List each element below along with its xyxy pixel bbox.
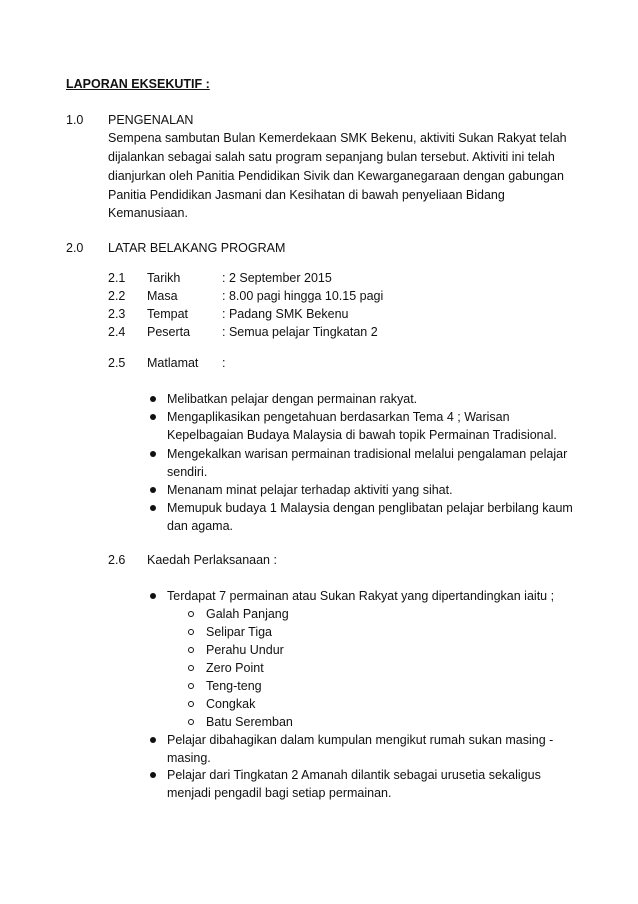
circle-bullet-icon bbox=[188, 701, 194, 707]
goal-item: Memupuk budaya 1 Malaysia dengan penglibatan pelajar berbilang kaum bbox=[167, 501, 573, 515]
paragraph-line: dianjurkan oleh Panitia Pendidikan Sivik dan Kewarganegaraan dengan gabungan bbox=[108, 169, 564, 183]
paragraph-line: dijalankan sebagai salah satu program sepanjang bulan tersebut. Aktiviti ini telah bbox=[108, 150, 555, 164]
bullet-icon bbox=[150, 451, 156, 457]
subsection-number: 2.5 bbox=[108, 356, 126, 370]
detail-value: : 2 September 2015 bbox=[222, 271, 332, 285]
bullet-icon bbox=[150, 593, 156, 599]
bullet-icon bbox=[150, 505, 156, 511]
detail-value: : 8.00 pagi hingga 10.15 pagi bbox=[222, 289, 384, 303]
section-heading: LATAR BELAKANG PROGRAM bbox=[108, 241, 286, 255]
detail-label: Masa bbox=[147, 289, 178, 303]
goal-item-continued: dan agama. bbox=[167, 519, 234, 533]
circle-bullet-icon bbox=[188, 629, 194, 635]
section-heading: PENGENALAN bbox=[108, 113, 194, 127]
game-item: Zero Point bbox=[206, 661, 264, 675]
circle-bullet-icon bbox=[188, 611, 194, 617]
detail-label: Tarikh bbox=[147, 271, 181, 285]
detail-number: 2.4 bbox=[108, 325, 126, 339]
bullet-icon bbox=[150, 737, 156, 743]
game-item: Congkak bbox=[206, 697, 256, 711]
goal-item: Mengaplikasikan pengetahuan berdasarkan Tema 4 ; Warisan bbox=[167, 410, 510, 424]
goal-item-continued: sendiri. bbox=[167, 465, 208, 479]
goal-item: Melibatkan pelajar dengan permainan rakyat. bbox=[167, 392, 418, 406]
subsection-label: Matlamat bbox=[147, 356, 199, 370]
method-item-continued: menjadi pengadil bagi setiap permainan. bbox=[167, 786, 392, 800]
detail-number: 2.2 bbox=[108, 289, 126, 303]
bullet-icon bbox=[150, 414, 156, 420]
bullet-icon bbox=[150, 487, 156, 493]
subsection-label: Kaedah Perlaksanaan : bbox=[147, 553, 277, 567]
paragraph-line: Kemanusiaan. bbox=[108, 206, 188, 220]
method-item: Terdapat 7 permainan atau Sukan Rakyat yang dipertandingkan iaitu ; bbox=[167, 589, 555, 603]
bullet-icon bbox=[150, 772, 156, 778]
detail-label: Peserta bbox=[147, 325, 191, 339]
detail-value: : Padang SMK Bekenu bbox=[222, 307, 349, 321]
bullet-icon bbox=[150, 396, 156, 402]
method-item: Pelajar dibahagikan dalam kumpulan mengikut rumah sukan masing - bbox=[167, 733, 554, 747]
circle-bullet-icon bbox=[188, 719, 194, 725]
goal-item-continued: Kepelbagaian Budaya Malaysia di bawah topik Permainan Tradisional. bbox=[167, 428, 557, 442]
detail-number: 2.3 bbox=[108, 307, 126, 321]
game-item: Galah Panjang bbox=[206, 607, 289, 621]
circle-bullet-icon bbox=[188, 665, 194, 671]
detail-number: 2.1 bbox=[108, 271, 126, 285]
method-item-continued: masing. bbox=[167, 751, 211, 765]
game-item: Batu Seremban bbox=[206, 715, 293, 729]
section-number: 2.0 bbox=[66, 241, 84, 255]
subsection-number: 2.6 bbox=[108, 553, 126, 567]
goal-item: Menanam minat pelajar terhadap aktiviti yang sihat. bbox=[167, 483, 453, 497]
circle-bullet-icon bbox=[188, 647, 194, 653]
method-item: Pelajar dari Tingkatan 2 Amanah dilantik sebagai urusetia sekaligus bbox=[167, 768, 541, 782]
game-item: Selipar Tiga bbox=[206, 625, 273, 639]
paragraph-line: Panitia Pendidikan Jasmani dan Kesihatan di bawah penyeliaan Bidang bbox=[108, 188, 505, 202]
detail-label: Tempat bbox=[147, 307, 188, 321]
subsection-colon: : bbox=[222, 356, 226, 370]
report-title: LAPORAN EKSEKUTIF : bbox=[66, 77, 210, 91]
goal-item: Mengekalkan warisan permainan tradisional melalui pengalaman pelajar bbox=[167, 447, 568, 461]
circle-bullet-icon bbox=[188, 683, 194, 689]
game-item: Perahu Undur bbox=[206, 643, 284, 657]
detail-value: : Semua pelajar Tingkatan 2 bbox=[222, 325, 378, 339]
section-number: 1.0 bbox=[66, 113, 84, 127]
game-item: Teng-teng bbox=[206, 679, 262, 693]
paragraph-line: Sempena sambutan Bulan Kemerdekaan SMK Bekenu, aktiviti Sukan Rakyat telah bbox=[108, 131, 567, 145]
